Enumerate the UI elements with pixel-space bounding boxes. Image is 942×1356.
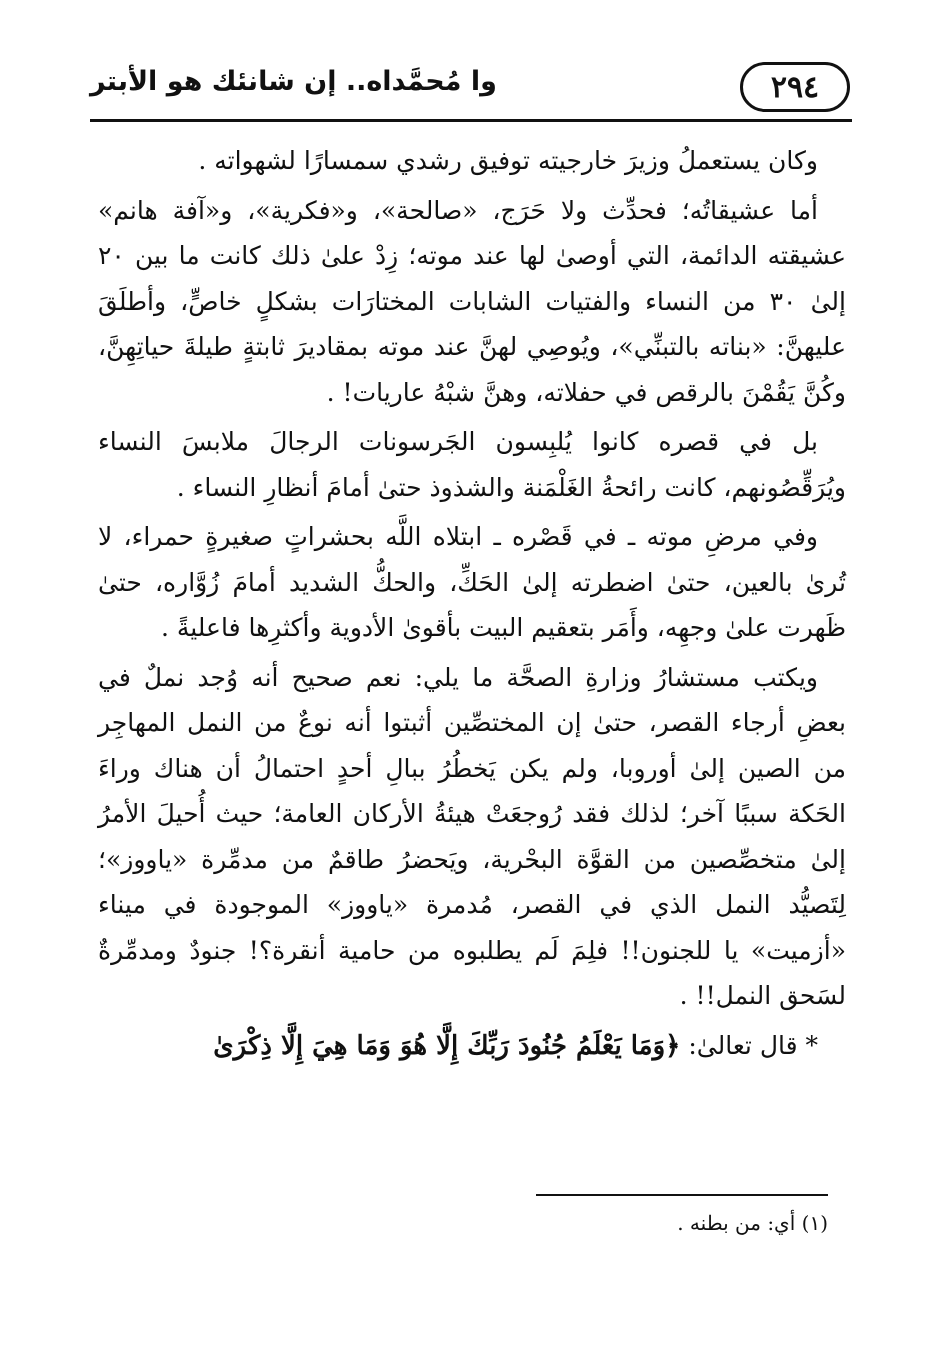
- running-title-text: وا مُحمَّداه.. إن شانئك هو الأبتر: [90, 66, 497, 97]
- paragraph-3: بل في قصره كانوا يُلبِسون الجَرسونات الرجالَ ملابسَ النساء ويُرَقِّصُونهم، كانت رائحةُ الغَلْمَنة والشذوذ حتىٰ أمامَ أنظارِ النساء .: [98, 427, 846, 502]
- page-header: [90, 62, 850, 118]
- page-number: ٢٩٤: [740, 62, 850, 112]
- running-title: [90, 66, 710, 97]
- quran-paragraph: [98, 1023, 846, 1070]
- quran-verse: ﴿وَمَا يَعْلَمُ جُنُودَ رَبِّكَ إِلَّا هُوَ وَمَا هِيَ إِلَّا ذِكْرَىٰ: [213, 1030, 681, 1061]
- footnote: (١) أي: من بطنه .: [677, 1211, 828, 1235]
- paragraph-4: وفي مرضِ موته ـ في قَصْره ـ ابتلاه اللَّه بحشراتٍ صغيرةٍ حمراء، لا تُرىٰ بالعين، حتىٰ اضطرته إلىٰ الحَكِّ، والحكُّ الشديد أمامَ زُوَّاره، حتىٰ ظَهرت علىٰ وجهِه، وأَمَر بتعقيم البيت بأقوىٰ الأدوية وأكثرِها فاعليةً .: [98, 522, 846, 642]
- body-text: [98, 138, 846, 1073]
- paragraph-2: أما عشيقاتُه؛ فحدِّث ولا حَرَج، «صالحة»، و«فكرية»، و«آفة هانم» عشيقته الدائمة، التي أوصىٰ لها عند موته؛ زِدْ علىٰ ذلك كانت ما بين ٢٠ إلىٰ ٣٠ من النساء والفتيات الشابات المختارَات بشكلٍ خاصٍّ، وأطلَقَ عليهنَّ: «بناته بالتبنِّي»، ويُوصِي لهنَّ عند موته بمقاديرَ ثابتةٍ طيلةَ حياتِهِنَّ، وكُنَّ يَقُمْنَ بالرقص في حفلاته، وهنَّ شبْهُ عاريات! .: [98, 195, 846, 407]
- quran-intro: * قال تعالىٰ:: [688, 1030, 818, 1060]
- paragraph-1: وكان يستعملُ وزيرَ خارجيته توفيق رشدي سمسارًا لشهواته .: [198, 146, 818, 175]
- footnote-divider: [536, 1194, 828, 1196]
- paragraph-5: ويكتب مستشارُ وزارةِ الصحَّة ما يلي: نعم صحيح أنه وُجد نملٌ في بعضِ أرجاء القصر، حتىٰ إن المختصِّين أثبتوا أنه نوعٌ من النمل المهاجِر من الصين إلىٰ أوروبا، ولم يكن يَخطُرُ ببالِ أحدٍ احتمالُ أن هناك وراءَ الحَكة سببًا آخر؛ لذلك فقد رُوجعَتْ هيئةُ الأركان العامة؛ حيث أُحيلَ الأمرُ إلىٰ متخصِّصين من القوَّة البحْرية، ويَحضرُ طاقمٌ من مدمِّرة «ياووز»؛ لِتَصيُّد النمل الذي في القصر، مُدمرة «ياووز» الموجودة في ميناء «أزميت» يا للجنون!! فلِمَ لَم يطلبوه من حامية أنقرة؟! جنودٌ ومدمِّرةٌ لسَحق النمل!! .: [98, 662, 846, 1010]
- header-divider: [90, 119, 852, 122]
